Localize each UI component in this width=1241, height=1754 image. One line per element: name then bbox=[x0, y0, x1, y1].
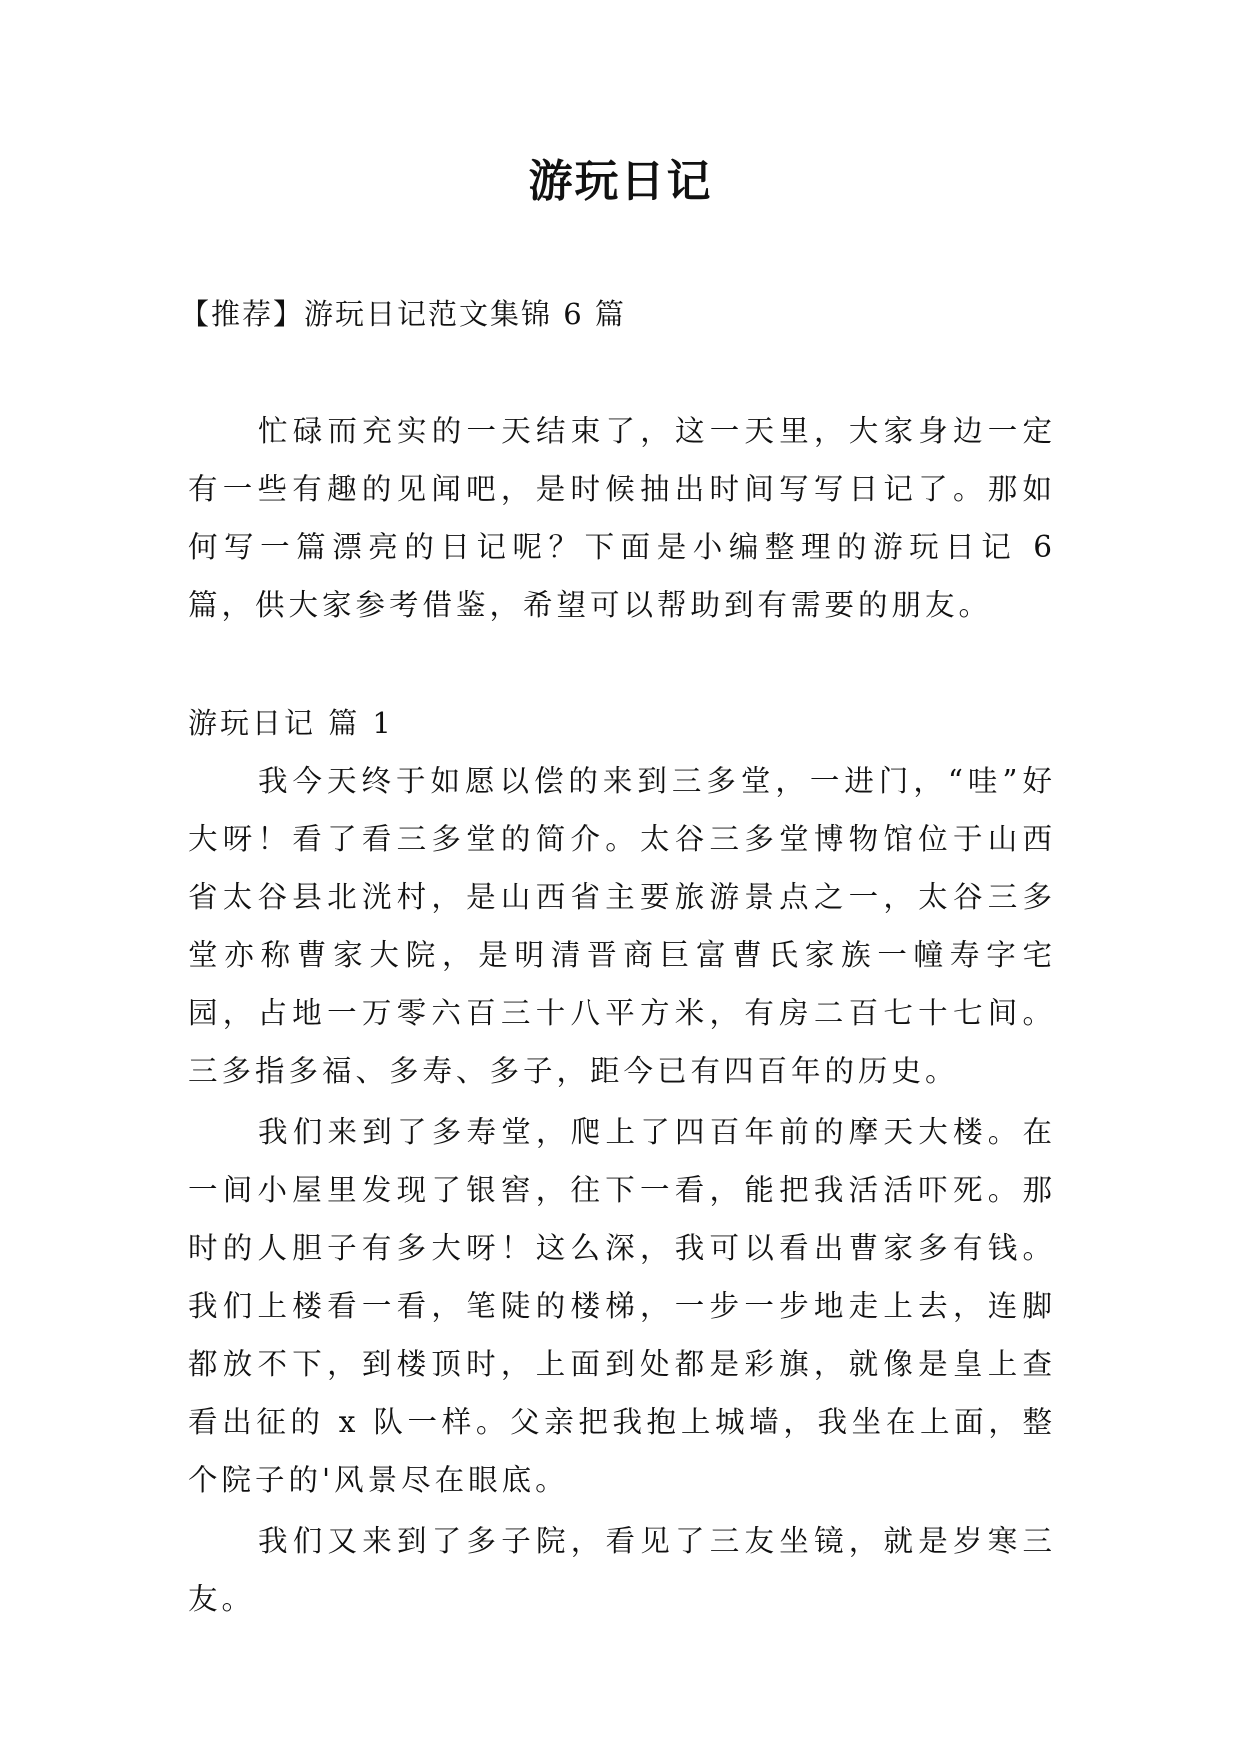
body-paragraph-1: 我今天终于如愿以偿的来到三多堂，一进门，“哇”好大呀！看了看三多堂的简介。太谷三多堂博物馆位于山西省太谷县北洸村，是山西省主要旅游景点之一，太谷三多堂亦称曹家大院，是明清晋商巨富曹氏家族一幢寿字宅园，占地一万零六百三十八平方米，有房二百七十七间。三多指多福、多寿、多子，距今已有四百年的历史。 bbox=[188, 764, 1056, 1088]
section-heading: 游玩日记 篇 1 bbox=[188, 706, 394, 740]
body-paragraph-3: 我们又来到了多子院，看见了三友坐镜，就是岁寒三友。 bbox=[188, 1524, 1056, 1616]
body-paragraph-2: 我们来到了多寿堂，爬上了四百年前的摩天大楼。在一间小屋里发现了银窖，往下一看，能把我活活吓死。那时的人胆子有多大呀！这么深，我可以看出曹家多有钱。我们上楼看一看，笔陡的楼梯，一步一步地走上去，连脚都放不下，到楼顶时，上面到处都是彩旗，就像是皇上查看出征的 x 队一样。父亲把我抱上城墙，我坐在上面，整个院子的'风景尽在眼底。 bbox=[188, 1115, 1056, 1497]
intro-paragraph: 忙碌而充实的一天结束了，这一天里，大家身边一定有一些有趣的见闻吧，是时候抽出时间写写日记了。那如何写一篇漂亮的日记呢？下面是小编整理的游玩日记 6 篇，供大家参考借鉴，希望可以帮助到有需要的朋友。 bbox=[188, 414, 1056, 622]
document-title: 游玩日记 bbox=[528, 156, 713, 207]
document-subtitle: 【推荐】游玩日记范文集锦 6 篇 bbox=[180, 297, 626, 331]
